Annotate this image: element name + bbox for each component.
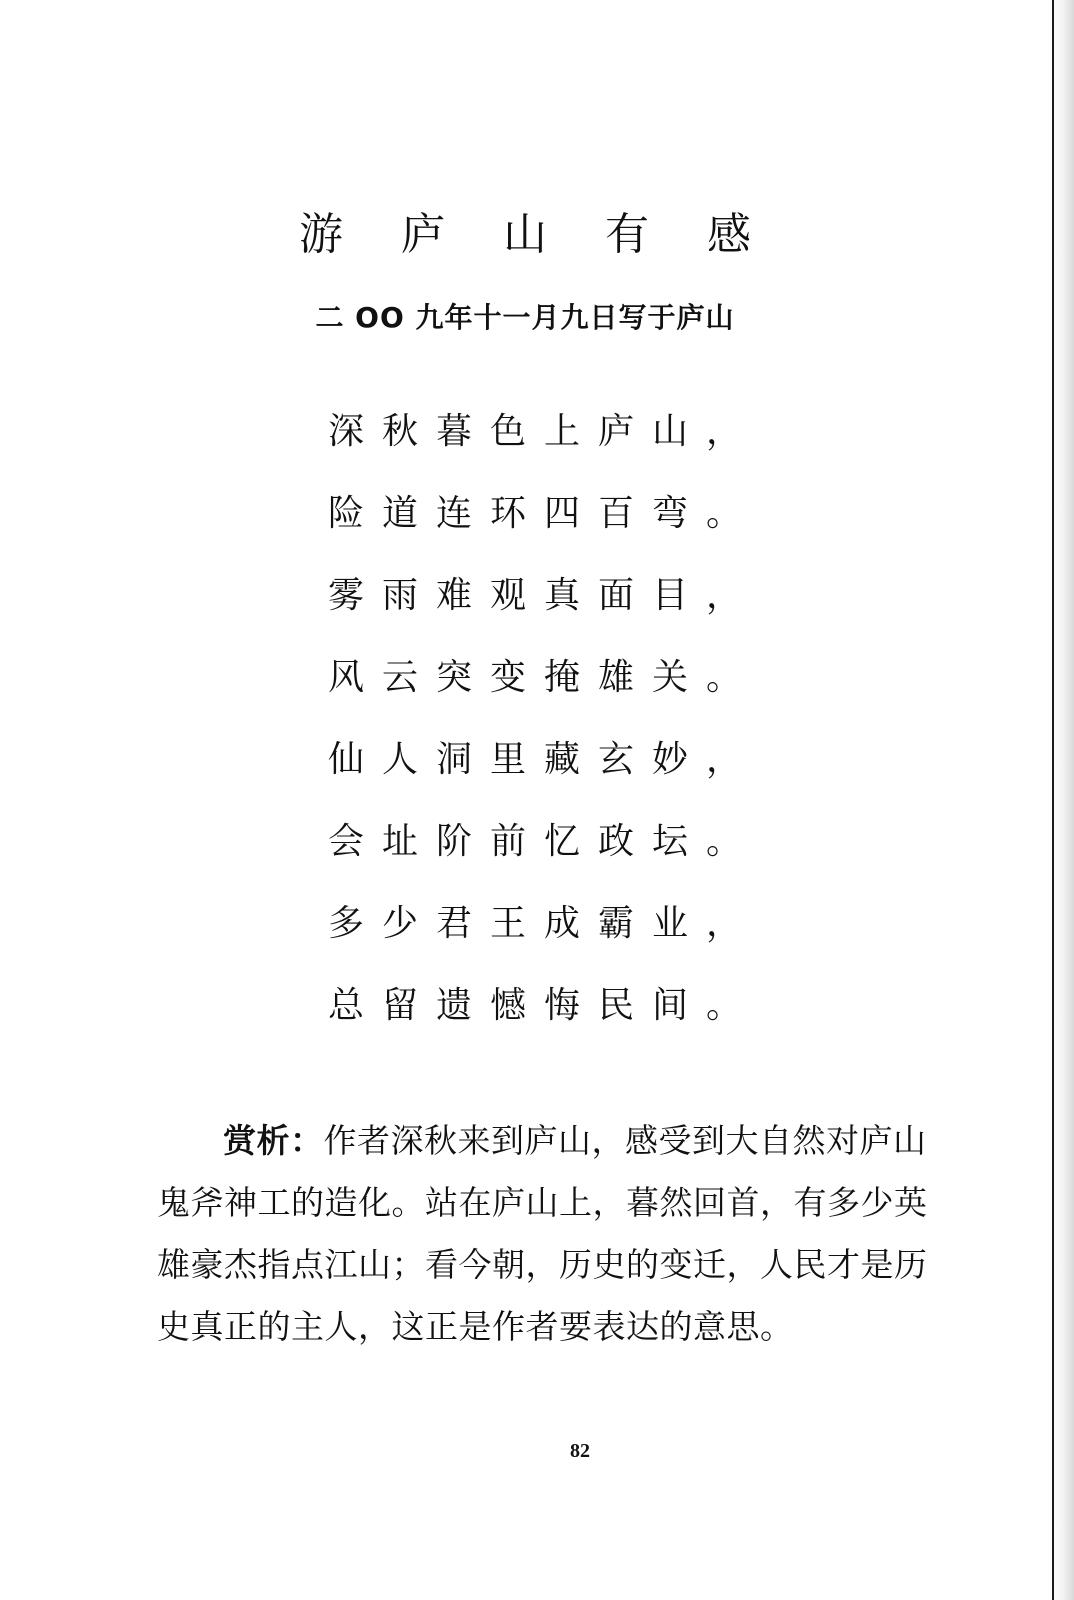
poem-line: 仙人洞里藏玄妙， <box>328 739 761 780</box>
page-edge-line <box>1052 0 1054 1600</box>
poem-line: 深秋暮色上庐山， <box>328 411 761 452</box>
analysis-label: 赏析： <box>223 1121 324 1160</box>
poem-line: 会址阶前忆政坛。 <box>328 821 761 862</box>
analysis-paragraph <box>157 1110 947 1358</box>
analysis-text: 作者深秋来到庐山，感受到大自然对庐山鬼斧神工的造化。站在庐山上，暮然回首，有多少英雄豪杰指点江山；看今朝，历史的变迁，人民才是历史真正的主人，这正是作者要表达的意思。 <box>157 1121 928 1346</box>
poem-body <box>328 412 760 1068</box>
poem-line: 险道连环四百弯。 <box>328 493 761 534</box>
poem-line: 多少君王成霸业， <box>328 903 761 944</box>
poem-title: 游 庐 山 有 感 <box>299 209 773 260</box>
page-number: 82 <box>570 1440 590 1462</box>
poem-line: 雾雨难观真面目， <box>328 575 761 616</box>
poem-line: 总留遗憾悔民间。 <box>328 985 761 1026</box>
poem-date-line: 二 OO 九年十一月九日写于庐山 <box>315 301 735 334</box>
poem-line: 风云突变掩雄关。 <box>328 657 761 698</box>
